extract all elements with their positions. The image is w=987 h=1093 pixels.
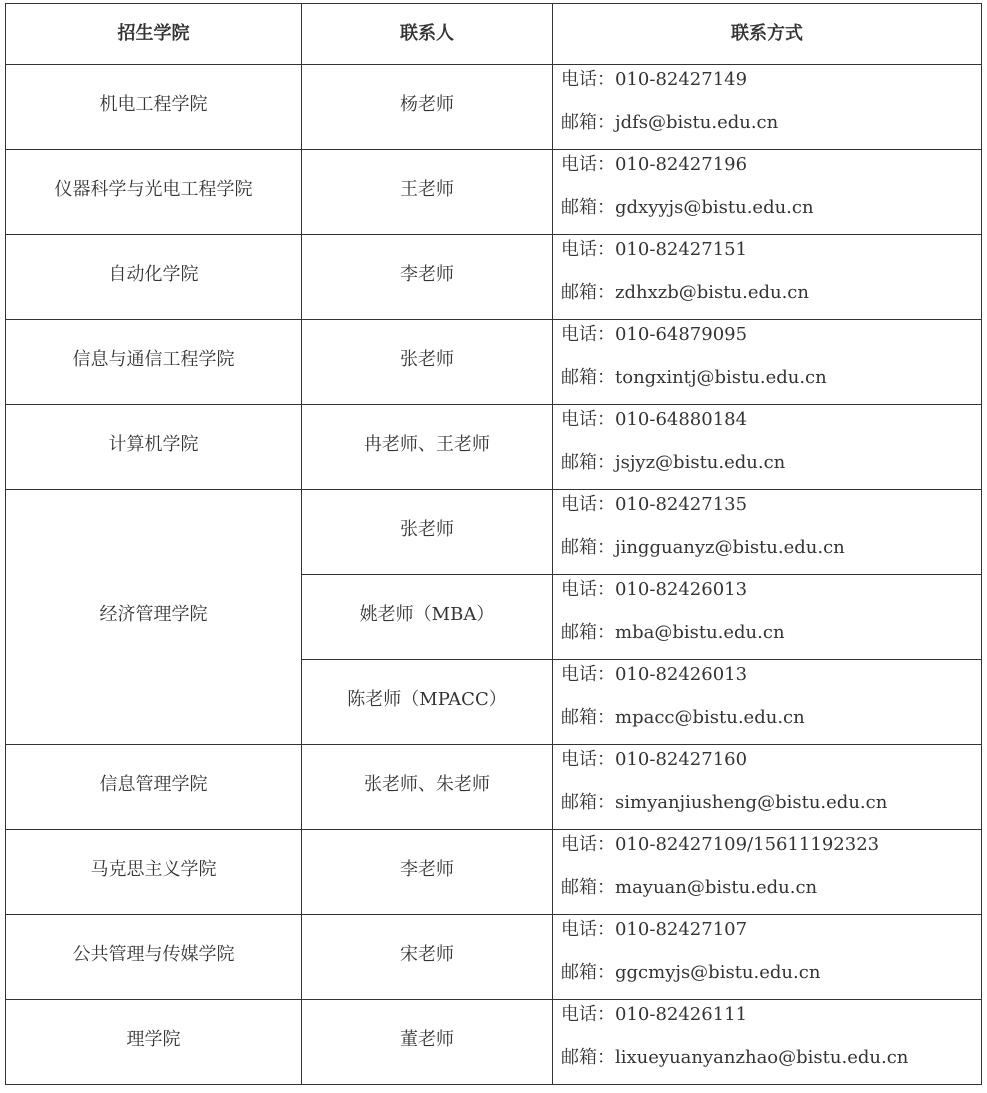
contact-person-cell: 杨老师 bbox=[302, 65, 553, 150]
phone-number: 010-82427107 bbox=[615, 919, 748, 940]
contact-method-cell bbox=[553, 235, 982, 320]
contact-person-cell: 董老师 bbox=[302, 1000, 553, 1085]
phone-line: 电话：010-82427107 bbox=[561, 919, 748, 940]
contact-method-cell bbox=[553, 915, 982, 1000]
college-cell: 计算机学院 bbox=[6, 405, 302, 490]
admissions-contact-table bbox=[5, 3, 982, 1085]
email-address: mpacc@bistu.edu.cn bbox=[615, 707, 805, 728]
email-line: 邮箱：lixueyuanyanzhao@bistu.edu.cn bbox=[561, 1047, 909, 1068]
header-college: 招生学院 bbox=[6, 4, 302, 65]
email-line: 邮箱：tongxintj@bistu.edu.cn bbox=[561, 367, 827, 388]
email-address: mba@bistu.edu.cn bbox=[615, 622, 785, 643]
email-line: 邮箱：gdxyyjs@bistu.edu.cn bbox=[561, 197, 814, 218]
phone-number: 010-82427151 bbox=[615, 239, 748, 260]
email-line: 邮箱：ggcmyjs@bistu.edu.cn bbox=[561, 962, 821, 983]
email-address: gdxyyjs@bistu.edu.cn bbox=[615, 197, 814, 218]
email-line: 邮箱：jsjyz@bistu.edu.cn bbox=[561, 452, 786, 473]
table-row bbox=[6, 915, 982, 1000]
contact-method-cell bbox=[553, 1000, 982, 1085]
contact-method-cell bbox=[553, 405, 982, 490]
contact-method-cell bbox=[553, 150, 982, 235]
email-line: 邮箱：simyanjiusheng@bistu.edu.cn bbox=[561, 792, 888, 813]
college-cell: 经济管理学院 bbox=[6, 490, 302, 745]
contact-person-cell: 李老师 bbox=[302, 235, 553, 320]
phone-line: 电话：010-82426013 bbox=[561, 579, 748, 600]
email-line: 邮箱：jdfs@bistu.edu.cn bbox=[561, 112, 779, 133]
phone-number: 010-82427135 bbox=[615, 494, 748, 515]
email-address: lixueyuanyanzhao@bistu.edu.cn bbox=[615, 1047, 909, 1068]
contact-person-cell: 李老师 bbox=[302, 830, 553, 915]
phone-number: 010-82427160 bbox=[615, 749, 748, 770]
table-row bbox=[6, 490, 982, 575]
contact-method-cell bbox=[553, 745, 982, 830]
email-address: tongxintj@bistu.edu.cn bbox=[615, 367, 827, 388]
email-line: 邮箱：zdhxzb@bistu.edu.cn bbox=[561, 282, 809, 303]
email-address: jingguanyz@bistu.edu.cn bbox=[615, 537, 845, 558]
college-cell: 机电工程学院 bbox=[6, 65, 302, 150]
phone-line: 电话：010-82427135 bbox=[561, 494, 748, 515]
phone-number: 010-64879095 bbox=[615, 324, 748, 345]
contact-method-cell bbox=[553, 65, 982, 150]
college-cell: 公共管理与传媒学院 bbox=[6, 915, 302, 1000]
email-line: 邮箱：mpacc@bistu.edu.cn bbox=[561, 707, 805, 728]
contact-method-cell bbox=[553, 320, 982, 405]
table-row bbox=[6, 830, 982, 915]
phone-number: 010-82427196 bbox=[615, 154, 748, 175]
contact-person-cell: 宋老师 bbox=[302, 915, 553, 1000]
phone-number: 010-64880184 bbox=[615, 409, 748, 430]
email-address: mayuan@bistu.edu.cn bbox=[615, 877, 818, 898]
college-cell: 马克思主义学院 bbox=[6, 830, 302, 915]
college-cell: 仪器科学与光电工程学院 bbox=[6, 150, 302, 235]
phone-number: 010-82426013 bbox=[615, 579, 748, 600]
table-row bbox=[6, 745, 982, 830]
header-contact-person: 联系人 bbox=[302, 4, 553, 65]
contact-person-cell: 冉老师、王老师 bbox=[302, 405, 553, 490]
phone-line: 电话：010-64879095 bbox=[561, 324, 748, 345]
contact-method-cell bbox=[553, 490, 982, 575]
contact-method-cell bbox=[553, 830, 982, 915]
phone-line: 电话：010-82426013 bbox=[561, 664, 748, 685]
phone-line: 电话：010-82427160 bbox=[561, 749, 748, 770]
phone-number: 010-82427149 bbox=[615, 69, 748, 90]
table-row bbox=[6, 1000, 982, 1085]
header-contact-method: 联系方式 bbox=[553, 4, 982, 65]
email-address: zdhxzb@bistu.edu.cn bbox=[615, 282, 809, 303]
phone-number: 010-82426013 bbox=[615, 664, 748, 685]
table-row bbox=[6, 235, 982, 320]
phone-line: 电话：010-82427151 bbox=[561, 239, 748, 260]
email-line: 邮箱：jingguanyz@bistu.edu.cn bbox=[561, 537, 845, 558]
table-row bbox=[6, 405, 982, 490]
college-cell: 信息与通信工程学院 bbox=[6, 320, 302, 405]
phone-line: 电话：010-82427149 bbox=[561, 69, 748, 90]
email-address: jsjyz@bistu.edu.cn bbox=[615, 452, 786, 473]
contact-person-cell: 张老师 bbox=[302, 490, 553, 575]
email-address: ggcmyjs@bistu.edu.cn bbox=[615, 962, 821, 983]
email-line: 邮箱：mayuan@bistu.edu.cn bbox=[561, 877, 818, 898]
phone-line: 电话：010-82427109/15611192323 bbox=[561, 834, 880, 855]
table-row bbox=[6, 320, 982, 405]
table-header-row bbox=[6, 4, 982, 65]
contact-method-cell bbox=[553, 575, 982, 660]
college-cell: 自动化学院 bbox=[6, 235, 302, 320]
phone-line: 电话：010-82427196 bbox=[561, 154, 748, 175]
college-cell: 信息管理学院 bbox=[6, 745, 302, 830]
email-address: jdfs@bistu.edu.cn bbox=[615, 112, 779, 133]
table-row bbox=[6, 65, 982, 150]
phone-number: 010-82427109/15611192323 bbox=[615, 834, 880, 855]
contact-method-cell bbox=[553, 660, 982, 745]
college-cell: 理学院 bbox=[6, 1000, 302, 1085]
contact-person-cell: 张老师 bbox=[302, 320, 553, 405]
phone-line: 电话：010-64880184 bbox=[561, 409, 748, 430]
email-address: simyanjiusheng@bistu.edu.cn bbox=[615, 792, 888, 813]
table-row bbox=[6, 150, 982, 235]
phone-number: 010-82426111 bbox=[615, 1004, 748, 1025]
contact-person-cell: 姚老师（MBA） bbox=[302, 575, 553, 660]
contact-person-cell: 张老师、朱老师 bbox=[302, 745, 553, 830]
contact-person-cell: 陈老师（MPACC） bbox=[302, 660, 553, 745]
phone-line: 电话：010-82426111 bbox=[561, 1004, 748, 1025]
contact-person-cell: 王老师 bbox=[302, 150, 553, 235]
email-line: 邮箱：mba@bistu.edu.cn bbox=[561, 622, 785, 643]
